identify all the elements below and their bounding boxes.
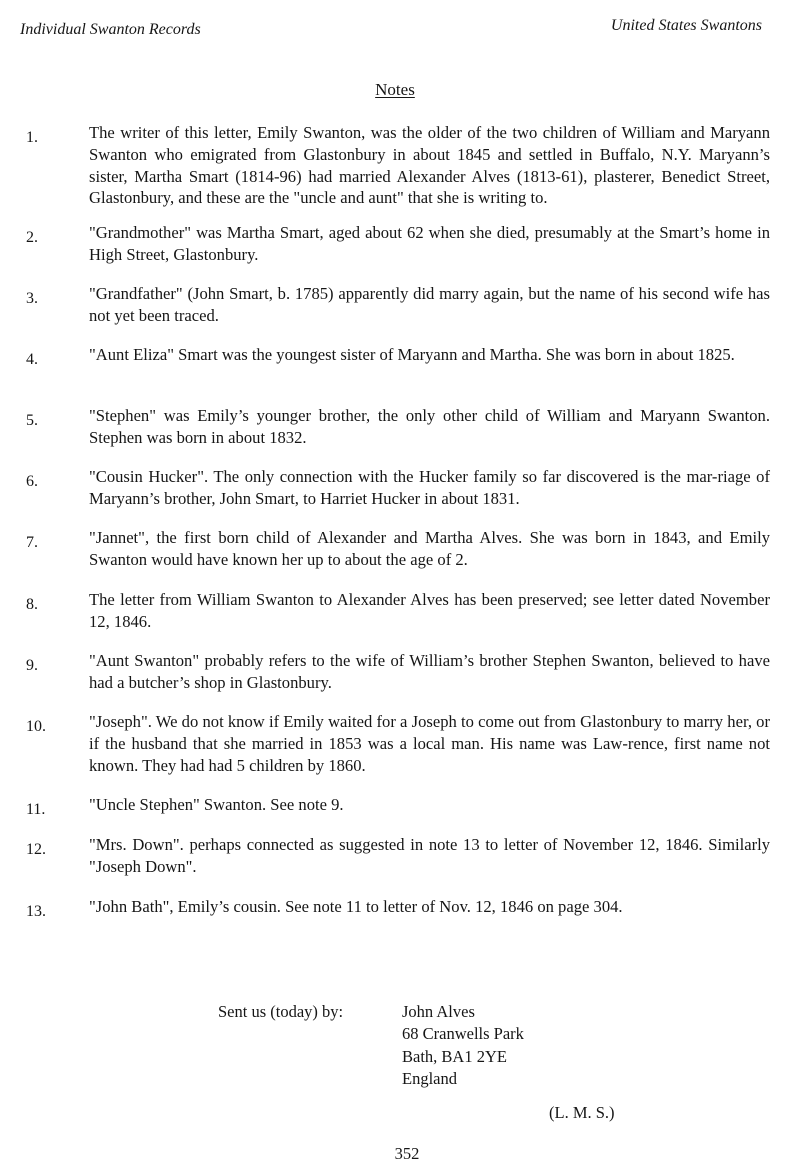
note-text: "Uncle Stephen" Swanton. See note 9. xyxy=(89,795,344,814)
address-line: England xyxy=(402,1068,457,1088)
note-text: "Stephen" was Emily’s younger brother, the only other child of William and Maryann Swanton. Stephen was born in about 1832. xyxy=(89,406,770,447)
note-number: 1. xyxy=(26,129,38,146)
note-number: 8. xyxy=(26,596,38,613)
note-text: The letter from William Swanton to Alexander Alves has been preserved; see letter dated November 12, 1846. xyxy=(89,590,770,631)
note-text: "Aunt Swanton" probably refers to the wife of William’s brother Stephen Swanton, believed to have had a butcher’s shop in Glastonbury. xyxy=(89,651,770,692)
note-number: 11. xyxy=(26,801,46,818)
page-number: 352 xyxy=(394,1144,420,1163)
note-text: "Grandfather" (John Smart, b. 1785) apparently did marry again, but the name of his second wife has not yet been traced. xyxy=(89,284,770,325)
header-right: United States Swantons xyxy=(610,17,762,34)
note-number: 6. xyxy=(26,473,38,490)
note-text: "Cousin Hucker". The only connection with the Hucker family so far discovered is the mar-riage of Maryann’s brother, John Smart, to Harriet Hucker in about 1831. xyxy=(89,467,770,508)
author-initials: (L. M. S.) xyxy=(549,1103,615,1122)
note-number: 5. xyxy=(26,412,38,429)
note-number: 3. xyxy=(26,290,38,307)
note-number: 10. xyxy=(26,718,46,735)
address-line: 68 Cranwells Park xyxy=(402,1024,524,1044)
note-text: "Aunt Eliza" Smart was the youngest sister of Maryann and Martha. She was born in about 1825. xyxy=(89,345,735,364)
note-number: 9. xyxy=(26,657,38,674)
header-left: Individual Swanton Records xyxy=(20,21,201,38)
notes-title: Notes xyxy=(375,80,415,99)
note-text: "John Bath", Emily’s cousin. See note 11 to letter of Nov. 12, 1846 on page 304. xyxy=(89,897,623,916)
note-text: "Joseph". We do not know if Emily waited for a Joseph to come out from Glastonbury to marry her, or if the husband that she married in 1853 was a local man. His name was Law-rence, first name not known. They had had 5 children by 1860. xyxy=(89,712,770,775)
note-number: 13. xyxy=(26,903,46,920)
note-number: 4. xyxy=(26,351,38,368)
address-line: John Alves xyxy=(402,1002,475,1021)
sender-address xyxy=(402,1001,524,1090)
sent-by-label: Sent us (today) by: xyxy=(218,1002,344,1021)
note-number: 7. xyxy=(26,534,38,551)
note-text: The writer of this letter, Emily Swanton, was the older of the two children of William and Maryann Swanton who emigrated from Glastonbury in about 1845 and settled in Buffalo, N.Y. Maryann’s sister, Martha Smart (1814-96) had married Alexander Alves (1813-61), plasterer, Benedict Street, Glastonbury, and these are the "uncle and aunt" that she is writing to. xyxy=(89,123,770,208)
note-number: 12. xyxy=(26,841,46,858)
note-text: "Jannet", the first born child of Alexander and Martha Alves. She was born in 1843, and Emily Swanton would have known her up to about the age of 2. xyxy=(89,528,770,569)
note-text: "Mrs. Down". perhaps connected as suggested in note 13 to letter of November 12, 1846. Similarly "Joseph Down". xyxy=(89,835,770,876)
note-number: 2. xyxy=(26,229,38,246)
note-text: "Grandmother" was Martha Smart, aged about 62 when she died, presumably at the Smart’s home in High Street, Glastonbury. xyxy=(89,223,770,264)
address-line: Bath, BA1 2YE xyxy=(402,1046,507,1066)
